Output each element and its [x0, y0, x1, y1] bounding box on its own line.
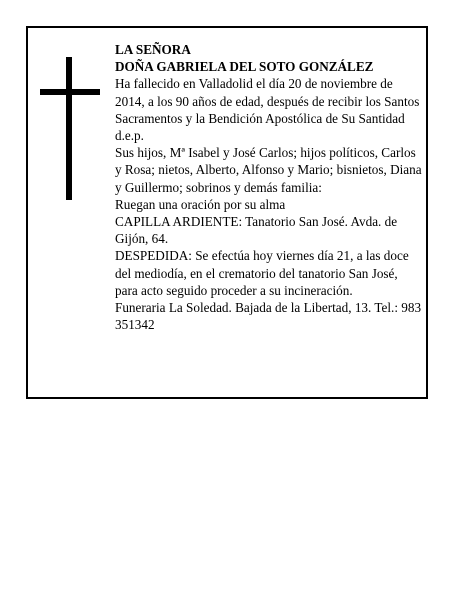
- chapel-info: CAPILLA ARDIENTE: Tanatorio San José. Avda. de Gijón, 64.: [115, 214, 398, 247]
- prayer-request: Ruegan una oración por su alma: [115, 196, 286, 212]
- cross-vertical-bar: [66, 57, 72, 200]
- deceased-name: DOÑA GABRIELA DEL SOTO GONZÁLEZ: [115, 59, 374, 75]
- notice-text: [115, 41, 423, 333]
- family-list: Sus hijos, Mª Isabel y José Carlos; hijos políticos, Carlos y Rosa; nietos, Alberto, Alfonso y Mario; bisnietos, Diana y Guillermo; sobrinos y demás familia:: [115, 145, 422, 195]
- cross-horizontal-bar: [40, 89, 100, 95]
- obituary-notice: [26, 26, 428, 399]
- cross-icon: [40, 57, 100, 200]
- funeral-home-info: Funeraria La Soledad. Bajada de la Libertad, 13. Tel.: 983 351342: [115, 300, 422, 333]
- notice-heading: LA SEÑORA: [115, 42, 191, 57]
- rip-abbreviation: d.e.p.: [115, 128, 144, 144]
- death-statement: Ha fallecido en Valladolid el día 20 de noviembre de 2014, a los 90 años de edad, después de recibir los Santos Sacramentos y la Bendición Apostólica de Su Santidad: [115, 76, 420, 126]
- farewell-info: DESPEDIDA: Se efectúa hoy viernes día 21, a las doce del mediodía, en el crematorio del tanatorio San José, para acto seguido proceder a su incineración.: [115, 248, 409, 298]
